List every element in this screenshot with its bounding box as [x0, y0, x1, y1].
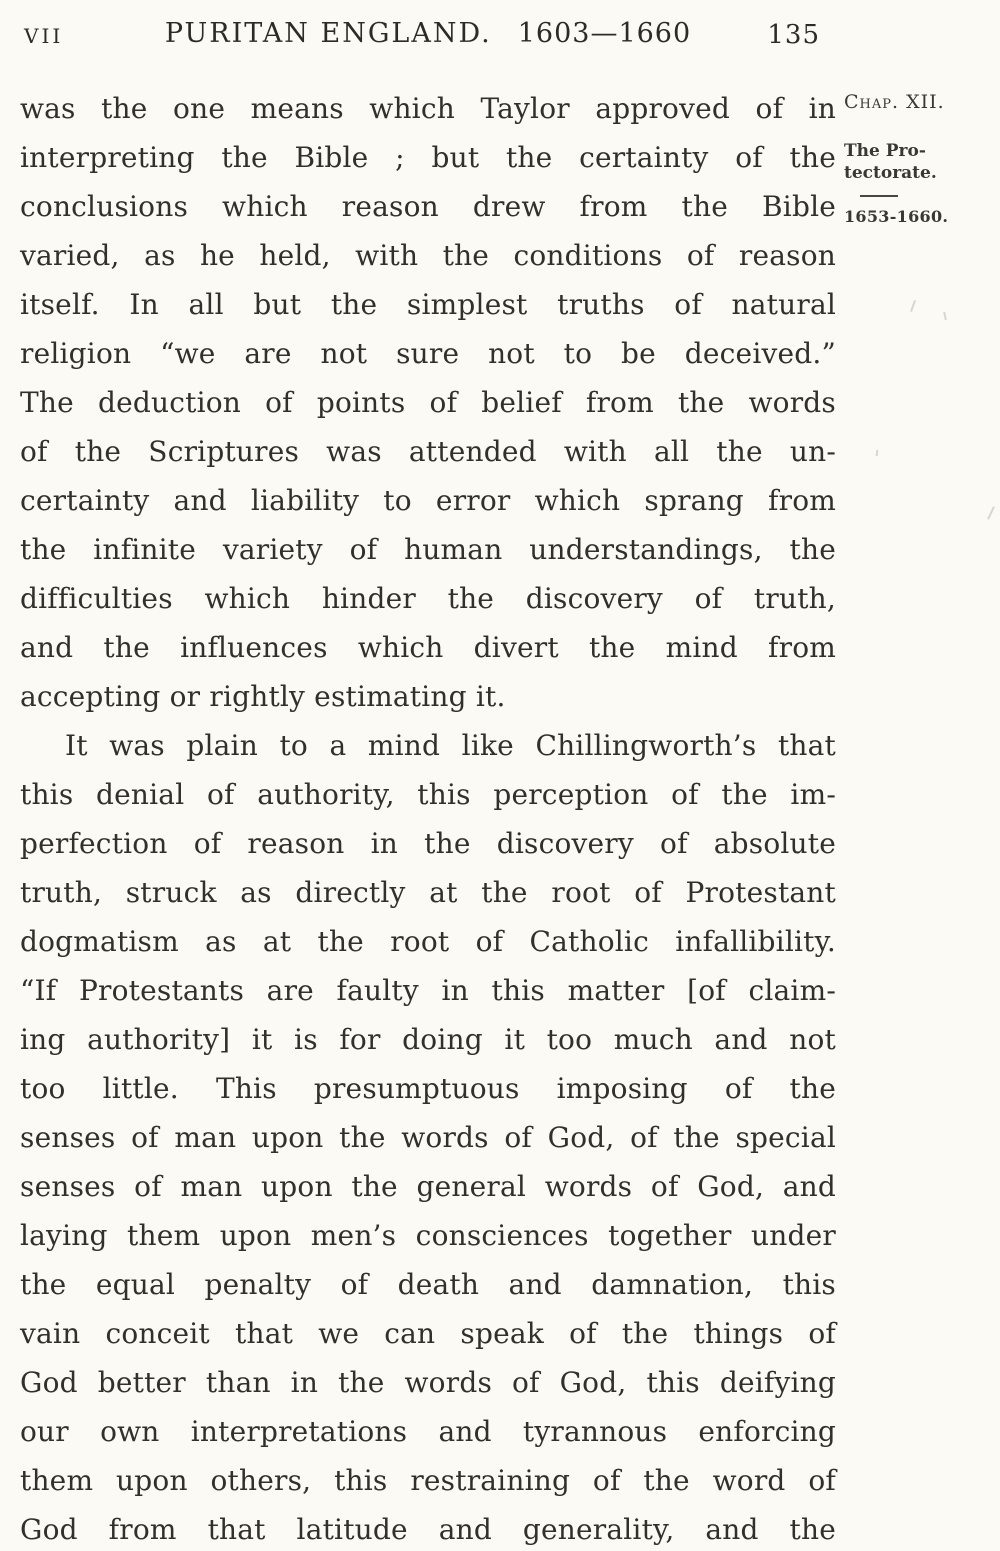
text-line: God better than in the words of God, this deifying [20, 1366, 836, 1399]
header-center [20, 18, 836, 49]
sidenote-line-1: The Pro- [844, 141, 926, 161]
text-line: of the Scriptures was attended with all the un- [20, 435, 836, 468]
paragraph [20, 84, 836, 721]
header-date-range: 1603—1660 [517, 18, 692, 49]
text-line: and the influences which divert the mind from [20, 631, 836, 664]
text-line: truth, struck as directly at the root of Protestant [20, 876, 836, 909]
text-line: them upon others, this restraining of the word of [20, 1464, 836, 1497]
text-line: laying them upon men’s consciences together under [20, 1219, 836, 1252]
page-header [20, 16, 836, 60]
text-line: certainty and liability to error which sprang from [20, 484, 836, 517]
text-line: accepting or rightly estimating it. [20, 680, 506, 713]
text-line: The deduction of points of belief from the words [20, 386, 836, 419]
text-line: this denial of authority, this perception of the im- [20, 778, 836, 811]
text-line: interpreting the Bible ; but the certainty of the [20, 141, 836, 174]
text-line: perfection of reason in the discovery of absolute [20, 827, 836, 860]
text-line: “If Protestants are faulty in this matter [of claim- [20, 974, 836, 1007]
text-line: the equal penalty of death and damnation, this [20, 1268, 836, 1301]
main-column [20, 16, 836, 1551]
page-content [20, 16, 1000, 1551]
sidenote-dates: 1653-1660. [844, 207, 949, 226]
text-line: religion “we are not sure not to be deceived.” [20, 337, 836, 370]
page-number: 135 [767, 20, 820, 50]
text-line: senses of man upon the general words of God, and [20, 1170, 836, 1203]
text-line: vain conceit that we can speak of the things of [20, 1317, 836, 1350]
text-line: dogmatism as at the root of Catholic infallibility. [20, 925, 836, 958]
body-text [20, 84, 836, 1551]
margin-chapter-label: Chap. XII. [844, 91, 945, 113]
text-line: difficulties which hinder the discovery of truth, [20, 582, 836, 615]
sidenote-protectorate [844, 140, 994, 228]
text-line: God from that latitude and generality, and the [20, 1513, 836, 1546]
text-line: varied, as he held, with the conditions of reason [20, 239, 836, 272]
sidenote-line-2: tectorate. [844, 163, 937, 183]
paragraph [20, 721, 836, 1551]
margin-column [836, 16, 1000, 1551]
header-chapter-roman: VII [24, 24, 64, 48]
running-title: PURITAN ENGLAND. [164, 18, 492, 49]
text-line: conclusions which reason drew from the Bible [20, 190, 836, 223]
text-line: was the one means which Taylor approved of in [20, 92, 836, 125]
text-line: ing authority] it is for doing it too much and not [20, 1023, 836, 1056]
text-line: itself. In all but the simplest truths of natural [20, 288, 836, 321]
sidenote-rule [860, 195, 898, 197]
text-line: our own interpretations and tyrannous enforcing [20, 1415, 836, 1448]
text-line: the infinite variety of human understandings, the [20, 533, 836, 566]
text-line: senses of man upon the words of God, of the special [20, 1121, 836, 1154]
text-line: It was plain to a mind like Chillingworth’s that [65, 729, 836, 762]
text-line: too little. This presumptuous imposing of the [20, 1072, 836, 1105]
